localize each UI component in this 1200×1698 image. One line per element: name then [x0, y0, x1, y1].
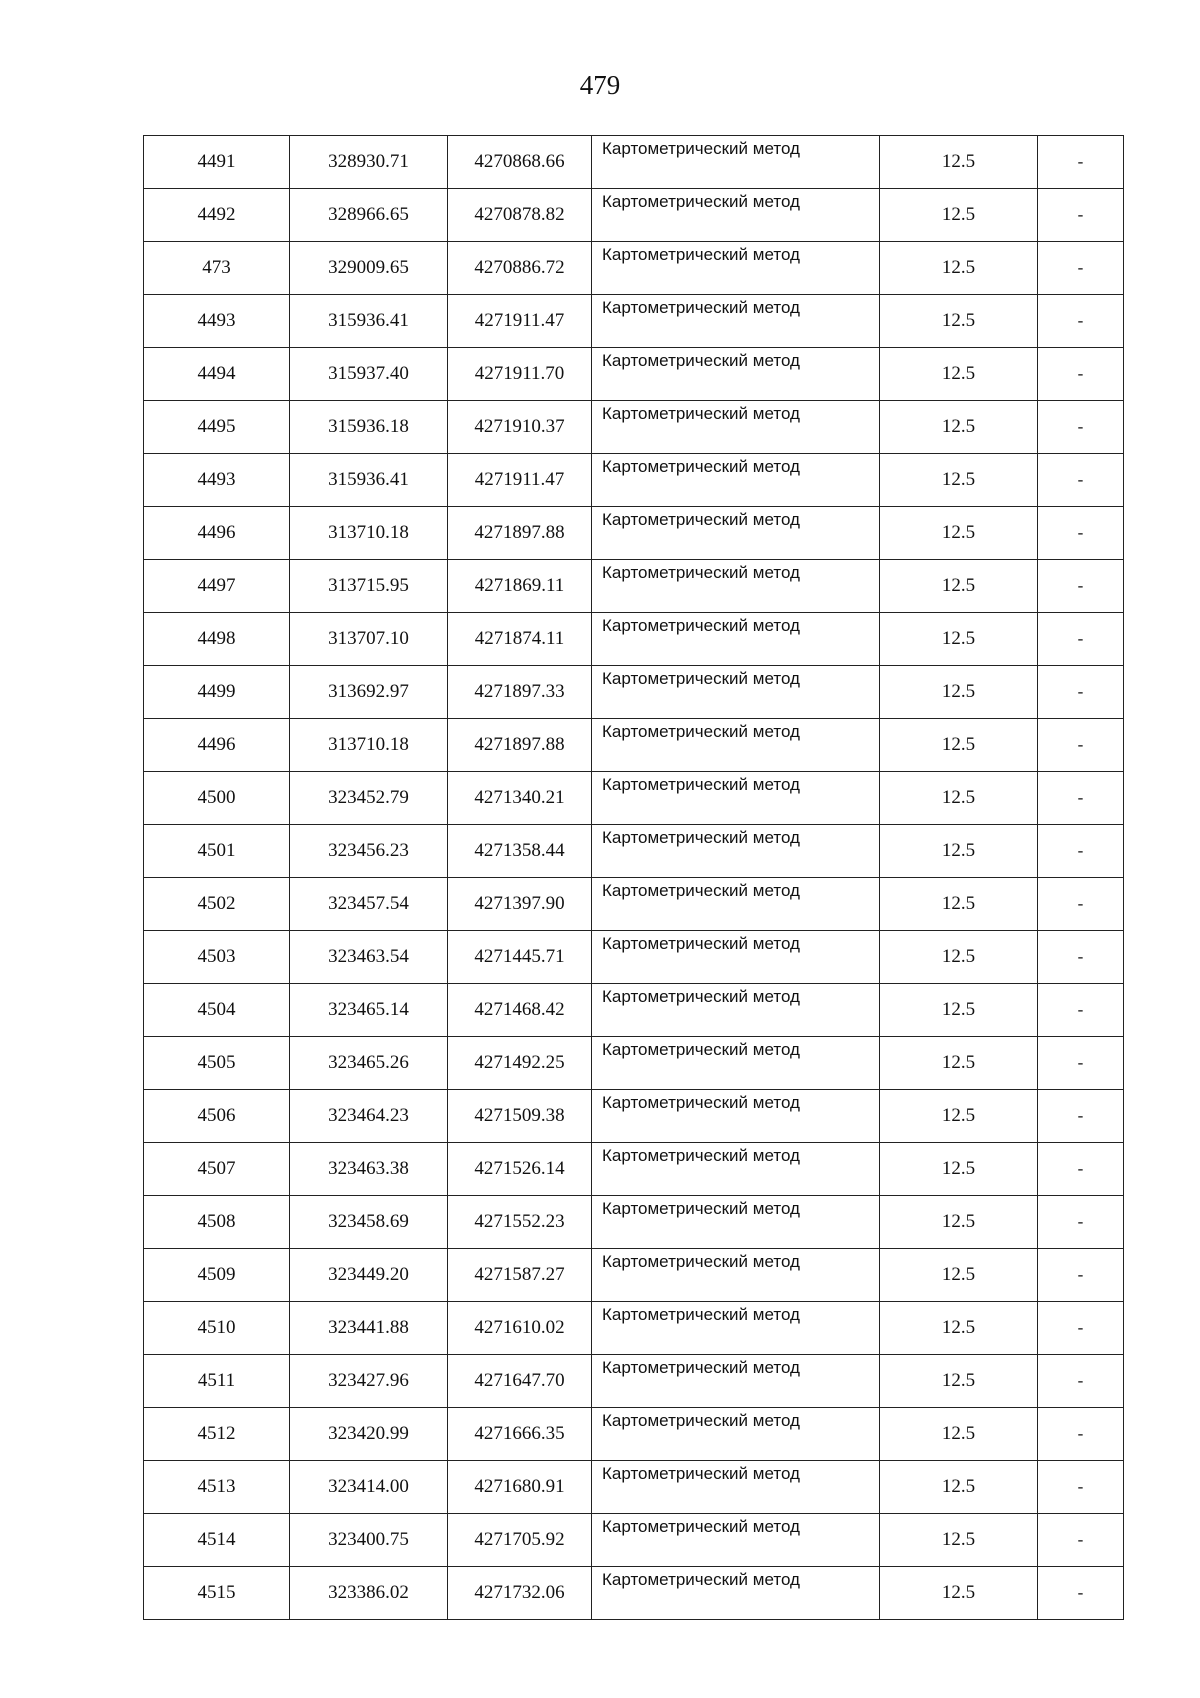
accuracy-cell: 12.5: [880, 507, 1038, 560]
note-cell: -: [1038, 666, 1124, 719]
table-body: [144, 136, 1124, 1620]
point-number-cell: 4496: [144, 719, 290, 772]
x-coordinate-cell: 323400.75: [290, 1514, 448, 1567]
x-coordinate-cell: 323452.79: [290, 772, 448, 825]
method-cell: Картометрический метод: [592, 1514, 880, 1567]
x-coordinate-cell: 329009.65: [290, 242, 448, 295]
table-row: [144, 1249, 1124, 1302]
accuracy-cell: 12.5: [880, 984, 1038, 1037]
table-row: [144, 719, 1124, 772]
point-number-cell: 4506: [144, 1090, 290, 1143]
point-number-cell: 4494: [144, 348, 290, 401]
method-cell: Картометрический метод: [592, 1143, 880, 1196]
table-row: [144, 878, 1124, 931]
table-row: [144, 772, 1124, 825]
table-row: [144, 1143, 1124, 1196]
method-cell: Картометрический метод: [592, 189, 880, 242]
table-row: [144, 666, 1124, 719]
point-number-cell: 4511: [144, 1355, 290, 1408]
y-coordinate-cell: 4270886.72: [448, 242, 592, 295]
point-number-cell: 4514: [144, 1514, 290, 1567]
accuracy-cell: 12.5: [880, 136, 1038, 189]
point-number-cell: 4509: [144, 1249, 290, 1302]
x-coordinate-cell: 323420.99: [290, 1408, 448, 1461]
note-cell: -: [1038, 1196, 1124, 1249]
method-cell: Картометрический метод: [592, 719, 880, 772]
note-cell: -: [1038, 1514, 1124, 1567]
method-cell: Картометрический метод: [592, 348, 880, 401]
point-number-cell: 4501: [144, 825, 290, 878]
point-number-cell: 4503: [144, 931, 290, 984]
accuracy-cell: 12.5: [880, 1143, 1038, 1196]
y-coordinate-cell: 4271340.21: [448, 772, 592, 825]
method-cell: Картометрический метод: [592, 984, 880, 1037]
point-number-cell: 4493: [144, 454, 290, 507]
accuracy-cell: 12.5: [880, 931, 1038, 984]
y-coordinate-cell: 4270878.82: [448, 189, 592, 242]
accuracy-cell: 12.5: [880, 1037, 1038, 1090]
point-number-cell: 4493: [144, 295, 290, 348]
x-coordinate-cell: 313707.10: [290, 613, 448, 666]
accuracy-cell: 12.5: [880, 878, 1038, 931]
accuracy-cell: 12.5: [880, 1567, 1038, 1620]
accuracy-cell: 12.5: [880, 1408, 1038, 1461]
method-cell: Картометрический метод: [592, 242, 880, 295]
accuracy-cell: 12.5: [880, 1249, 1038, 1302]
point-number-cell: 4497: [144, 560, 290, 613]
x-coordinate-cell: 313710.18: [290, 719, 448, 772]
y-coordinate-cell: 4271492.25: [448, 1037, 592, 1090]
accuracy-cell: 12.5: [880, 613, 1038, 666]
y-coordinate-cell: 4271911.47: [448, 295, 592, 348]
y-coordinate-cell: 4271869.11: [448, 560, 592, 613]
table-row: [144, 825, 1124, 878]
x-coordinate-cell: 313692.97: [290, 666, 448, 719]
point-number-cell: 4496: [144, 507, 290, 560]
y-coordinate-cell: 4271732.06: [448, 1567, 592, 1620]
x-coordinate-cell: 323427.96: [290, 1355, 448, 1408]
table-row: [144, 1037, 1124, 1090]
y-coordinate-cell: 4271705.92: [448, 1514, 592, 1567]
table-row: [144, 189, 1124, 242]
method-cell: Картометрический метод: [592, 931, 880, 984]
x-coordinate-cell: 323464.23: [290, 1090, 448, 1143]
table-row: [144, 507, 1124, 560]
table-row: [144, 1514, 1124, 1567]
accuracy-cell: 12.5: [880, 772, 1038, 825]
note-cell: -: [1038, 136, 1124, 189]
point-number-cell: 4513: [144, 1461, 290, 1514]
x-coordinate-cell: 328966.65: [290, 189, 448, 242]
x-coordinate-cell: 323386.02: [290, 1567, 448, 1620]
method-cell: Картометрический метод: [592, 1037, 880, 1090]
y-coordinate-cell: 4271911.70: [448, 348, 592, 401]
x-coordinate-cell: 323449.20: [290, 1249, 448, 1302]
y-coordinate-cell: 4271897.33: [448, 666, 592, 719]
method-cell: Картометрический метод: [592, 1090, 880, 1143]
y-coordinate-cell: 4271680.91: [448, 1461, 592, 1514]
accuracy-cell: 12.5: [880, 454, 1038, 507]
table-row: [144, 401, 1124, 454]
note-cell: -: [1038, 931, 1124, 984]
note-cell: -: [1038, 507, 1124, 560]
x-coordinate-cell: 315936.41: [290, 295, 448, 348]
note-cell: -: [1038, 401, 1124, 454]
point-number-cell: 4507: [144, 1143, 290, 1196]
x-coordinate-cell: 323465.14: [290, 984, 448, 1037]
method-cell: Картометрический метод: [592, 1249, 880, 1302]
point-number-cell: 4500: [144, 772, 290, 825]
note-cell: -: [1038, 772, 1124, 825]
y-coordinate-cell: 4271647.70: [448, 1355, 592, 1408]
accuracy-cell: 12.5: [880, 401, 1038, 454]
method-cell: Картометрический метод: [592, 1461, 880, 1514]
method-cell: Картометрический метод: [592, 295, 880, 348]
table-row: [144, 931, 1124, 984]
x-coordinate-cell: 315936.18: [290, 401, 448, 454]
x-coordinate-cell: 313710.18: [290, 507, 448, 560]
accuracy-cell: 12.5: [880, 348, 1038, 401]
note-cell: -: [1038, 454, 1124, 507]
table-row: [144, 1408, 1124, 1461]
y-coordinate-cell: 4271897.88: [448, 719, 592, 772]
method-cell: Картометрический метод: [592, 1302, 880, 1355]
accuracy-cell: 12.5: [880, 1461, 1038, 1514]
note-cell: -: [1038, 1037, 1124, 1090]
x-coordinate-cell: 315937.40: [290, 348, 448, 401]
x-coordinate-cell: 323463.38: [290, 1143, 448, 1196]
y-coordinate-cell: 4271468.42: [448, 984, 592, 1037]
y-coordinate-cell: 4271509.38: [448, 1090, 592, 1143]
point-number-cell: 4510: [144, 1302, 290, 1355]
y-coordinate-cell: 4271587.27: [448, 1249, 592, 1302]
point-number-cell: 4508: [144, 1196, 290, 1249]
table-row: [144, 1196, 1124, 1249]
x-coordinate-cell: 323456.23: [290, 825, 448, 878]
point-number-cell: 4502: [144, 878, 290, 931]
note-cell: -: [1038, 984, 1124, 1037]
coordinates-table: [143, 135, 1124, 1620]
method-cell: Картометрический метод: [592, 1196, 880, 1249]
table-row: [144, 295, 1124, 348]
table-row: [144, 348, 1124, 401]
method-cell: Картометрический метод: [592, 560, 880, 613]
x-coordinate-cell: 313715.95: [290, 560, 448, 613]
table-row: [144, 242, 1124, 295]
table-row: [144, 560, 1124, 613]
table-row: [144, 1090, 1124, 1143]
x-coordinate-cell: 323463.54: [290, 931, 448, 984]
note-cell: -: [1038, 560, 1124, 613]
method-cell: Картометрический метод: [592, 454, 880, 507]
method-cell: Картометрический метод: [592, 825, 880, 878]
method-cell: Картометрический метод: [592, 1567, 880, 1620]
y-coordinate-cell: 4271552.23: [448, 1196, 592, 1249]
table-row: [144, 984, 1124, 1037]
note-cell: -: [1038, 1567, 1124, 1620]
note-cell: -: [1038, 189, 1124, 242]
y-coordinate-cell: 4271610.02: [448, 1302, 592, 1355]
accuracy-cell: 12.5: [880, 1514, 1038, 1567]
accuracy-cell: 12.5: [880, 242, 1038, 295]
note-cell: -: [1038, 1355, 1124, 1408]
table-row: [144, 1302, 1124, 1355]
point-number-cell: 4498: [144, 613, 290, 666]
table-row: [144, 1355, 1124, 1408]
y-coordinate-cell: 4271666.35: [448, 1408, 592, 1461]
table-row: [144, 454, 1124, 507]
accuracy-cell: 12.5: [880, 666, 1038, 719]
point-number-cell: 4505: [144, 1037, 290, 1090]
x-coordinate-cell: 328930.71: [290, 136, 448, 189]
y-coordinate-cell: 4271911.47: [448, 454, 592, 507]
method-cell: Картометрический метод: [592, 666, 880, 719]
note-cell: -: [1038, 1408, 1124, 1461]
table-row: [144, 1461, 1124, 1514]
x-coordinate-cell: 323457.54: [290, 878, 448, 931]
method-cell: Картометрический метод: [592, 878, 880, 931]
table-row: [144, 613, 1124, 666]
y-coordinate-cell: 4271897.88: [448, 507, 592, 560]
page-number: 479: [579, 70, 621, 100]
y-coordinate-cell: 4271910.37: [448, 401, 592, 454]
note-cell: -: [1038, 1461, 1124, 1514]
point-number-cell: 473: [144, 242, 290, 295]
y-coordinate-cell: 4271358.44: [448, 825, 592, 878]
note-cell: -: [1038, 719, 1124, 772]
note-cell: -: [1038, 295, 1124, 348]
accuracy-cell: 12.5: [880, 189, 1038, 242]
y-coordinate-cell: 4271874.11: [448, 613, 592, 666]
y-coordinate-cell: 4271445.71: [448, 931, 592, 984]
note-cell: -: [1038, 878, 1124, 931]
accuracy-cell: 12.5: [880, 1302, 1038, 1355]
x-coordinate-cell: 323441.88: [290, 1302, 448, 1355]
accuracy-cell: 12.5: [880, 719, 1038, 772]
table-row: [144, 136, 1124, 189]
point-number-cell: 4512: [144, 1408, 290, 1461]
accuracy-cell: 12.5: [880, 560, 1038, 613]
note-cell: -: [1038, 1302, 1124, 1355]
note-cell: -: [1038, 348, 1124, 401]
accuracy-cell: 12.5: [880, 1355, 1038, 1408]
point-number-cell: 4491: [144, 136, 290, 189]
accuracy-cell: 12.5: [880, 1196, 1038, 1249]
table-row: [144, 1567, 1124, 1620]
x-coordinate-cell: 323458.69: [290, 1196, 448, 1249]
method-cell: Картометрический метод: [592, 507, 880, 560]
method-cell: Картометрический метод: [592, 401, 880, 454]
point-number-cell: 4495: [144, 401, 290, 454]
note-cell: -: [1038, 613, 1124, 666]
x-coordinate-cell: 315936.41: [290, 454, 448, 507]
point-number-cell: 4504: [144, 984, 290, 1037]
point-number-cell: 4492: [144, 189, 290, 242]
x-coordinate-cell: 323414.00: [290, 1461, 448, 1514]
accuracy-cell: 12.5: [880, 1090, 1038, 1143]
method-cell: Картометрический метод: [592, 1408, 880, 1461]
y-coordinate-cell: 4271526.14: [448, 1143, 592, 1196]
method-cell: Картометрический метод: [592, 1355, 880, 1408]
y-coordinate-cell: 4271397.90: [448, 878, 592, 931]
accuracy-cell: 12.5: [880, 825, 1038, 878]
note-cell: -: [1038, 825, 1124, 878]
method-cell: Картометрический метод: [592, 613, 880, 666]
method-cell: Картометрический метод: [592, 772, 880, 825]
accuracy-cell: 12.5: [880, 295, 1038, 348]
point-number-cell: 4499: [144, 666, 290, 719]
note-cell: -: [1038, 1249, 1124, 1302]
note-cell: -: [1038, 1143, 1124, 1196]
note-cell: -: [1038, 242, 1124, 295]
point-number-cell: 4515: [144, 1567, 290, 1620]
note-cell: -: [1038, 1090, 1124, 1143]
x-coordinate-cell: 323465.26: [290, 1037, 448, 1090]
method-cell: Картометрический метод: [592, 136, 880, 189]
y-coordinate-cell: 4270868.66: [448, 136, 592, 189]
